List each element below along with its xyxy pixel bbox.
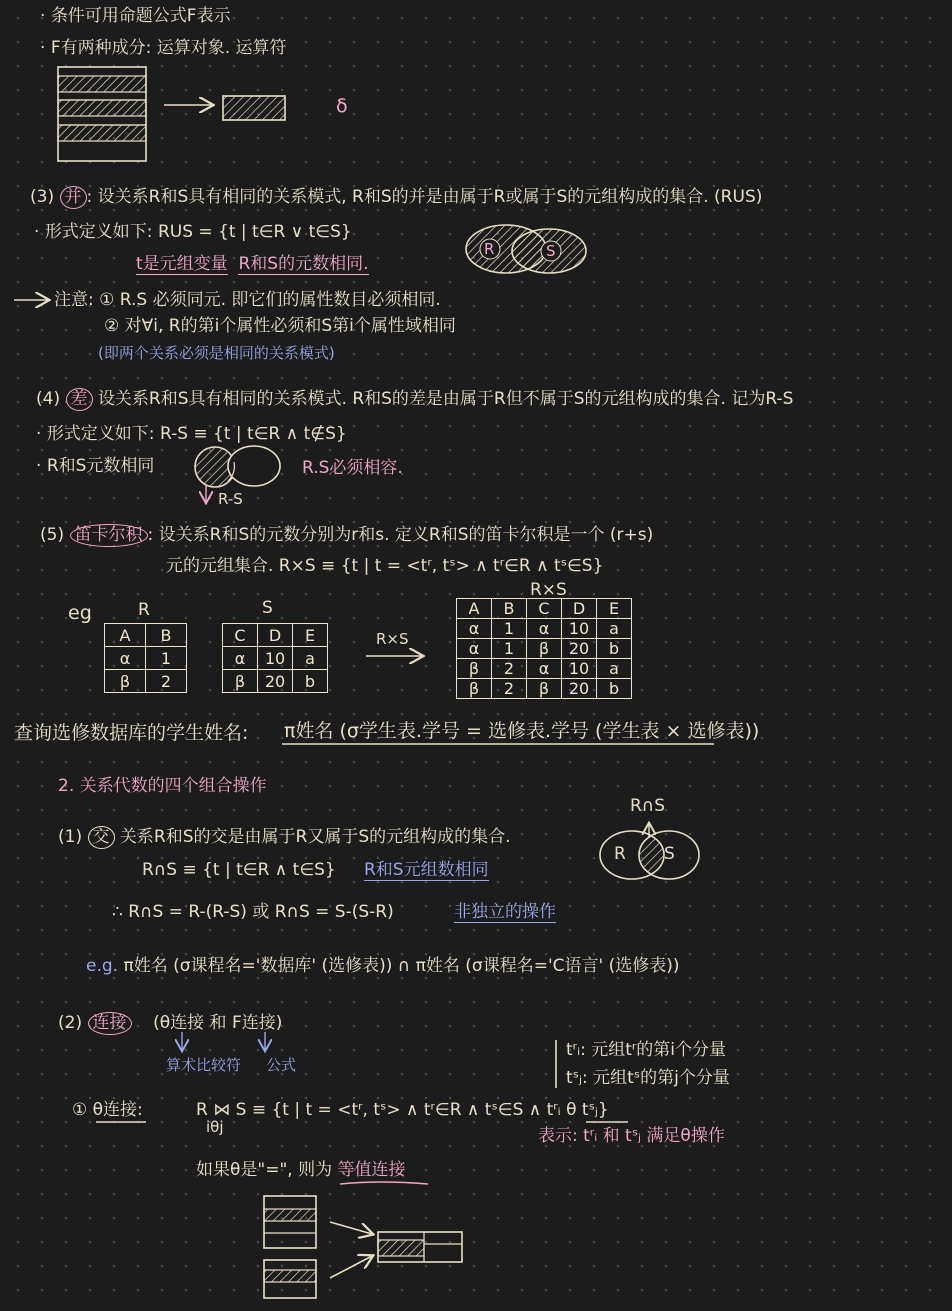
equal-join-underline	[340, 1182, 428, 1184]
table-s	[222, 623, 328, 693]
union-venn-r: R	[484, 240, 495, 258]
product-arrow-label: R×S	[376, 630, 409, 648]
table-cell: β	[527, 679, 562, 699]
table-cell: α	[105, 647, 146, 670]
table-row	[223, 647, 328, 670]
join-diagram	[264, 1196, 462, 1298]
table-header-cell: A	[105, 624, 146, 647]
difference-formal: · 形式定义如下: R-S ≡ {t | t∈R ∧ t∉S}	[36, 424, 347, 444]
table-cell: α	[457, 619, 492, 639]
table-header-cell: A	[457, 599, 492, 619]
table-cell: α	[527, 619, 562, 639]
intersect-note2: 非独立的操作	[454, 902, 556, 922]
table-header-cell: B	[146, 624, 187, 647]
union-attention: 注意: ① R.S 必须同元. 即它们的属性数目必须相同.	[54, 290, 441, 310]
union-desc: : 设关系R和S具有相同的关系模式, R和S的并是由属于R或属于S的元组构成的集合. (RUS)	[86, 187, 763, 207]
theta-join-sub: iθj	[206, 1118, 224, 1136]
table-row	[457, 679, 632, 699]
theta-join-meaning: 表示: tʳᵢ 和 tˢⱼ 满足θ操作	[538, 1126, 725, 1146]
table-cell: b	[293, 670, 328, 693]
union-title: 并	[60, 186, 87, 209]
query-label: 查询选修数据库的学生姓名:	[14, 722, 249, 744]
table-header-cell: E	[597, 599, 632, 619]
union-attention2: ② 对∀i, R的第i个属性必须和S第i个属性域相同	[104, 316, 456, 336]
product-desc2: 元的元组集合. R×S ≡ {t | t = <tʳ, tˢ> ∧ tʳ∈R ∧ tˢ∈S}	[166, 556, 604, 576]
table-cell: 2	[146, 670, 187, 693]
table-cell: 1	[492, 639, 527, 659]
intersect-derive: ∴ R∩S = R-(R-S) 或 R∩S = S-(S-R)	[112, 902, 394, 922]
product-desc: : 设关系R和S的元数分别为r和s. 定义R和S的笛卡尔积是一个 (r+s)	[147, 525, 654, 545]
table-header-cell: B	[492, 599, 527, 619]
table-cell: β	[457, 659, 492, 679]
table-header-row	[105, 624, 187, 647]
table-cell: α	[223, 647, 258, 670]
selection-diagram	[58, 67, 285, 161]
intersect-eg: e.g. π姓名 (σ课程名='数据库' (选修表)) ∩ π姓名 (σ课程名='C语言' (选修表))	[86, 956, 680, 976]
intersect-title: 交	[88, 826, 115, 849]
table-row	[457, 659, 632, 679]
query-expr: π姓名 (σ学生表.学号 = 选修表.学号 (学生表 × 选修表))	[284, 720, 760, 742]
table-cell: b	[597, 639, 632, 659]
difference-desc: 设关系R和S具有相同的关系模式. R和S的差是由属于R但不属于S的元组构成的集合. 记为R-S	[97, 389, 794, 409]
product-heading: (5) 笛卡尔积 : 设关系R和S的元数分别为r和s. 定义R和S的笛卡尔积是一个 (r+s)	[40, 524, 653, 547]
difference-heading: (4) 差 设关系R和S具有相同的关系模式. R和S的差是由属于R但不属于S的元组构成的集合. 记为R-S	[36, 388, 793, 411]
intersect-venn-r: R	[614, 844, 626, 864]
theta-join-formal: R ⋈ S ≡ {t | t = <tʳ, tˢ> ∧ tʳ∈R ∧ tˢ∈S ∧ tʳᵢ θ tˢⱼ}	[196, 1100, 609, 1120]
section2-title: 2. 关系代数的四个组合操作	[58, 776, 267, 796]
table-header-cell: D	[258, 624, 293, 647]
join-heading: (2) 连接 (θ连接 和 F连接)	[58, 1012, 282, 1035]
product-rxs-name: R×S	[530, 580, 567, 600]
table-cell: 1	[146, 647, 187, 670]
table-cell: α	[457, 639, 492, 659]
product-title: 笛卡尔积	[70, 524, 148, 547]
table-cell: 10	[258, 647, 293, 670]
table-cell: β	[527, 639, 562, 659]
join-kind1-note: 算术比较符	[166, 1056, 242, 1074]
table-cell: β	[105, 670, 146, 693]
table-cell: 20	[562, 639, 597, 659]
join-tj-note: tˢⱼ: 元组tˢ的第j个分量	[566, 1068, 730, 1088]
intro-line1: · 条件可用命题公式F表示	[40, 6, 231, 26]
join-kind2-note: 公式	[266, 1056, 297, 1074]
table-header-cell: D	[562, 599, 597, 619]
table-cell: a	[597, 659, 632, 679]
table-header-cell: E	[293, 624, 328, 647]
table-header-row	[457, 599, 632, 619]
union-heading: (3) 并 : 设关系R和S具有相同的关系模式, R和S的并是由属于R或属于S的元组构成的集合. (RUS)	[30, 186, 762, 209]
table-row	[457, 619, 632, 639]
theta-join-title: ① θ连接:	[72, 1100, 143, 1120]
product-s-name: S	[262, 598, 273, 618]
intersect-venn-s: S	[664, 844, 675, 864]
table-cell: α	[527, 659, 562, 679]
table-row	[457, 639, 632, 659]
difference-arity: · R和S元数相同	[36, 456, 155, 476]
table-cell: β	[223, 670, 258, 693]
table-cell: β	[457, 679, 492, 699]
table-cell: 10	[562, 619, 597, 639]
table-cell: 2	[492, 659, 527, 679]
intersect-note: R和S元组数相同	[364, 860, 489, 880]
intersect-desc: 关系R和S的交是由属于R又属于S的元组构成的集合.	[119, 827, 511, 847]
join-kinds: (θ连接 和 F连接)	[153, 1013, 283, 1033]
table-row	[105, 647, 187, 670]
sigma-symbol: δ	[336, 95, 348, 117]
union-formal: · 形式定义如下: RUS = {t | t∈R ∨ t∈S}	[34, 222, 352, 242]
table-row	[223, 670, 328, 693]
table-cell: 1	[492, 619, 527, 639]
intro-line2: · F有两种成分: 运算对象. 运算符	[40, 38, 287, 58]
table-cell: a	[293, 647, 328, 670]
table-cell: b	[597, 679, 632, 699]
equal-join: 如果θ是"=", 则为 等值连接	[196, 1160, 406, 1180]
product-eg: eg	[68, 602, 92, 624]
intersect-heading: (1) 交 关系R和S的交是由属于R又属于S的元组构成的集合.	[58, 826, 511, 849]
union-venn-s: S	[546, 242, 556, 260]
union-attention3: (即两个关系必须是相同的关系模式)	[98, 344, 335, 362]
join-title: 连接	[88, 1012, 132, 1035]
table-header-cell: C	[527, 599, 562, 619]
intersect-venn-label: R∩S	[630, 796, 666, 816]
table-r	[104, 623, 187, 693]
table-cell: 10	[562, 659, 597, 679]
table-cell: 2	[492, 679, 527, 699]
table-cell: 20	[258, 670, 293, 693]
table-rxs	[456, 598, 632, 699]
table-cell: a	[597, 619, 632, 639]
join-ti-note: tʳᵢ: 元组tʳ的第i个分量	[566, 1040, 727, 1060]
product-r-name: R	[138, 600, 150, 620]
union-note: t是元组变量 R和S的元数相同.	[136, 254, 369, 274]
difference-title: 差	[66, 388, 93, 411]
table-row	[105, 670, 187, 693]
table-header-cell: C	[223, 624, 258, 647]
intersect-formal: R∩S ≡ {t | t∈R ∧ t∈S}	[142, 860, 336, 880]
table-cell: 20	[562, 679, 597, 699]
difference-venn-label: R-S	[218, 490, 243, 508]
difference-compatible: R.S必须相容.	[302, 458, 403, 478]
table-header-row	[223, 624, 328, 647]
